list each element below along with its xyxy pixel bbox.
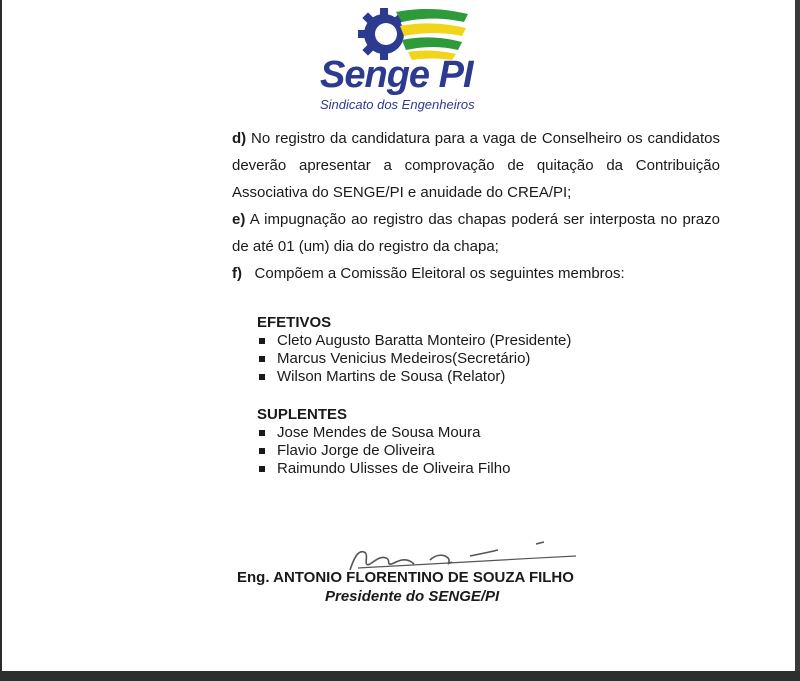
- logo-subtitle: Sindicato dos Engenheiros: [320, 97, 475, 112]
- list-item: [257, 350, 571, 368]
- efetivos-title: EFETIVOS: [257, 314, 332, 331]
- bullet-icon: [259, 356, 265, 362]
- paragraph-text: A impugnação ao registro das chapas poderá ser interposta no prazo de até 01 (um) dia do registro da chapa;: [232, 211, 720, 255]
- efetivos-section: [257, 314, 571, 386]
- suplentes-title: SUPLENTES: [257, 406, 348, 423]
- senge-pi-logo: [318, 4, 488, 114]
- signatory-role: Presidente do SENGE/PI: [325, 588, 500, 605]
- bottom-toolbar-edge: [0, 671, 800, 681]
- member-name: Wilson Martins de Sousa (Relator): [277, 368, 506, 385]
- signatory-name: Eng. ANTONIO FLORENTINO DE SOUZA FILHO: [237, 569, 574, 586]
- paragraph-letter: e): [232, 211, 246, 228]
- member-name: Jose Mendes de Sousa Moura: [277, 424, 481, 441]
- list-item: [257, 442, 510, 460]
- member-name: Cleto Augusto Baratta Monteiro (Presidente): [277, 332, 572, 349]
- member-name: Flavio Jorge de Oliveira: [277, 442, 435, 459]
- list-item: [257, 424, 510, 442]
- paragraph-text: Compõem a Comissão Eleitoral os seguintes membros:: [254, 265, 625, 282]
- paragraph-e: [232, 206, 720, 260]
- member-name: Marcus Venicius Medeiros(Secretário): [277, 350, 531, 367]
- paragraph-letter: f): [232, 265, 242, 282]
- paragraph-f: [232, 260, 720, 287]
- left-frame-edge: [0, 0, 2, 681]
- paragraph-text: No registro da candidatura para a vaga de Conselheiro os candidatos deverão apresentar a comprovação de quitação da Contribuição Associativa do SENGE/PI e anuidade do CREA/PI;: [232, 130, 720, 201]
- paragraph-d: [232, 125, 720, 206]
- bullet-icon: [259, 448, 265, 454]
- right-frame-edge: [795, 0, 800, 681]
- suplentes-list: [257, 424, 510, 478]
- list-item: [257, 368, 571, 386]
- member-name: Raimundo Ulisses de Oliveira Filho: [277, 460, 511, 477]
- bullet-icon: [259, 338, 265, 344]
- paragraph-letter: d): [232, 130, 247, 147]
- suplentes-section: [257, 406, 510, 478]
- efetivos-list: [257, 332, 571, 386]
- logo-wordmark: Senge PI: [320, 54, 473, 96]
- bullet-icon: [259, 466, 265, 472]
- document-body: [232, 125, 720, 287]
- list-item: [257, 460, 510, 478]
- bullet-icon: [259, 374, 265, 380]
- list-item: [257, 332, 571, 350]
- bullet-icon: [259, 430, 265, 436]
